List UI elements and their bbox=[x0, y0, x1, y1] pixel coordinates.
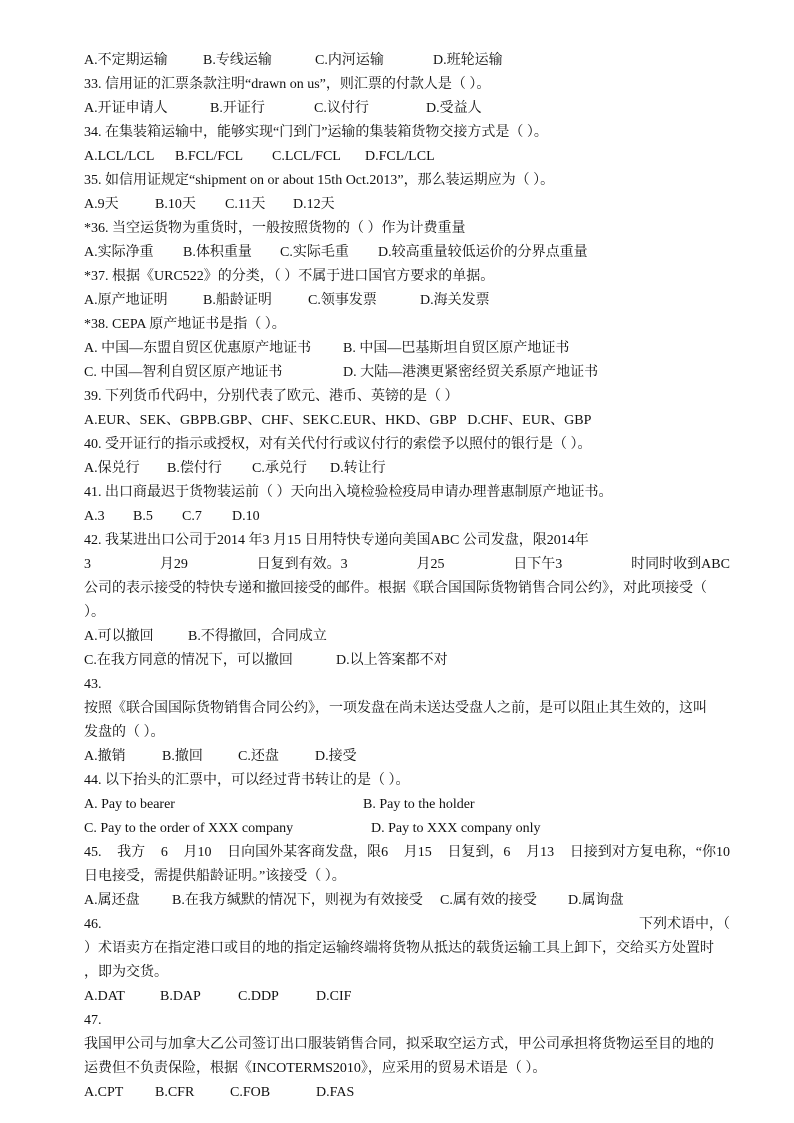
q36-option-a: A.实际净重 bbox=[84, 245, 154, 260]
q41-stem: 41. 出口商最迟于货物装运前（ ）天向出入境检验检疫局申请办理普惠制原产地证书。 bbox=[84, 485, 613, 500]
q42-stem-part: 日复到有效。3 bbox=[256, 557, 348, 572]
q34-option-a: A.LCL/LCL bbox=[84, 149, 155, 164]
q42-stem-line2 bbox=[84, 553, 730, 577]
q38-option-c: C. 中国—智利自贸区原产地证书 bbox=[84, 365, 283, 380]
q46-stem-part: 下列术语中，（ bbox=[639, 917, 730, 932]
q44-option-a: A. Pay to bearer bbox=[84, 797, 175, 812]
q36-options bbox=[84, 241, 794, 265]
q42-stem-line1: 42. 我某进出口公司于2014 年3 月15 日用特快专递向美国ABC 公司发盘，限2014年 bbox=[84, 533, 589, 548]
q36-option-b: B.体积重量 bbox=[183, 245, 252, 260]
q39-option-b: B.GBP、CHF、SEK bbox=[207, 413, 330, 428]
q35-option-d: D.12天 bbox=[293, 197, 335, 212]
q34-options bbox=[84, 145, 794, 169]
q44-options-row2 bbox=[84, 817, 794, 841]
q38-option-a: A. 中国—东盟自贸区优惠原产地证书 bbox=[84, 341, 312, 356]
q33-option-d: D.受益人 bbox=[426, 101, 482, 116]
q42-option-d: D.以上答案都不对 bbox=[336, 653, 448, 668]
q40-stem: 40. 受开证行的指示或授权，对有关代付行或议付行的索偿予以照付的银行是（ ）。 bbox=[84, 437, 592, 452]
q46-options bbox=[84, 985, 794, 1009]
q45-stem-part: 月15 bbox=[403, 845, 432, 860]
q32-option-d: D.班轮运输 bbox=[433, 53, 503, 68]
q44-option-b: B. Pay to the holder bbox=[363, 797, 475, 812]
q46-stem-line2: ）术语卖方在指定港口或目的地的指定运输终端将货物从抵达的载货运输工具上卸下，交给买方处置时 bbox=[84, 941, 714, 956]
q40-option-d: D.转让行 bbox=[330, 461, 386, 476]
q47-option-b: B.CFR bbox=[155, 1085, 195, 1100]
q45-stem-part: 6 bbox=[160, 845, 168, 860]
q43-stem-line1: 按照《联合国国际货物销售合同公约》，一项发盘在尚未送达受盘人之前，是可以阻止其生效的，这叫 bbox=[84, 701, 707, 716]
q45-option-a: A.属还盘 bbox=[84, 893, 140, 908]
q42-option-c: C.在我方同意的情况下，可以撤回 bbox=[84, 653, 293, 668]
q46-option-d: D.CIF bbox=[316, 989, 352, 1004]
q36-option-c: C.实际毛重 bbox=[280, 245, 349, 260]
q32-option-a: A.不定期运输 bbox=[84, 53, 168, 68]
q37-option-a: A.原产地证明 bbox=[84, 293, 168, 308]
q41-option-c: C.7 bbox=[182, 509, 202, 524]
q43-option-d: D.接受 bbox=[315, 749, 357, 764]
q41-options bbox=[84, 505, 794, 529]
q39-stem: 39. 下列货币代码中，分别代表了欧元、港币、英镑的是（ ） bbox=[84, 389, 459, 404]
q37-option-c: C.领事发票 bbox=[308, 293, 377, 308]
q32-option-b: B.专线运输 bbox=[203, 53, 272, 68]
q33-option-a: A.开证申请人 bbox=[84, 101, 168, 116]
q45-stem-line1 bbox=[84, 841, 730, 865]
q47-number: 47. bbox=[84, 1013, 102, 1028]
q42-option-b: B.不得撤回，合同成立 bbox=[188, 629, 327, 644]
q46-option-b: B.DAP bbox=[160, 989, 201, 1004]
q47-option-c: C.FOB bbox=[230, 1085, 271, 1100]
q40-option-a: A.保兑行 bbox=[84, 461, 140, 476]
q45-stem-part: 45. bbox=[84, 845, 102, 860]
q42-stem-part: 3 bbox=[84, 557, 91, 572]
q45-option-d: D.属询盘 bbox=[568, 893, 624, 908]
q42-stem-part: 时同时收到ABC bbox=[631, 557, 730, 572]
q41-option-a: A.3 bbox=[84, 509, 105, 524]
q43-option-b: B.撤回 bbox=[162, 749, 203, 764]
q46-stem-line1 bbox=[84, 913, 730, 937]
q42-stem-part: 日下午3 bbox=[513, 557, 563, 572]
q35-option-a: A.9天 bbox=[84, 197, 119, 212]
q38-stem: *38. CEPA 原产地证书是指（ ）。 bbox=[84, 317, 286, 332]
q40-option-b: B.偿付行 bbox=[167, 461, 222, 476]
q39-option-d: D.CHF、EUR、GBP bbox=[467, 413, 592, 428]
q34-option-b: B.FCL/FCL bbox=[175, 149, 244, 164]
q45-stem-part: 日复到，6 bbox=[447, 845, 511, 860]
q37-option-b: B.船龄证明 bbox=[203, 293, 272, 308]
q40-option-c: C.承兑行 bbox=[252, 461, 307, 476]
q47-option-d: D.FAS bbox=[316, 1085, 355, 1100]
q39-option-c: C.EUR、HKD、GBP bbox=[330, 413, 457, 428]
q46-option-a: A.DAT bbox=[84, 989, 125, 1004]
q38-option-d: D. 大陆—港澳更紧密经贸关系原产地证书 bbox=[343, 365, 599, 380]
q38-option-b: B. 中国—巴基斯坦自贸区原产地证书 bbox=[343, 341, 570, 356]
q37-options bbox=[84, 289, 794, 313]
q45-option-c: C.属有效的接受 bbox=[440, 893, 537, 908]
q45-stem-part: 我方 bbox=[117, 845, 146, 860]
q42-stem-line4: ）。 bbox=[84, 605, 105, 620]
q43-number: 43. bbox=[84, 677, 102, 692]
q41-option-b: B.5 bbox=[133, 509, 153, 524]
q43-stem-line2: 发盘的（ ）。 bbox=[84, 725, 165, 740]
q46-stem-line3: ，即为交货。 bbox=[84, 965, 168, 980]
q46-option-c: C.DDP bbox=[238, 989, 279, 1004]
q45-stem-part: 月13 bbox=[526, 845, 555, 860]
q47-option-a: A.CPT bbox=[84, 1085, 124, 1100]
q37-stem: *37. 根据《URC522》的分类，（ ）不属于进口国官方要求的单据。 bbox=[84, 269, 495, 284]
q42-options-row1 bbox=[84, 625, 794, 649]
q46-stem-part: 46. bbox=[84, 917, 102, 932]
q47-stem-line1: 我国甲公司与加拿大乙公司签订出口服装销售合同，拟采取空运方式，甲公司承担将货物运至目的地的 bbox=[84, 1037, 714, 1052]
q33-stem: 33. 信用证的汇票条款注明“drawn on us”，则汇票的付款人是（ ）。 bbox=[84, 77, 491, 92]
q34-stem: 34. 在集装箱运输中，能够实现“门到门”运输的集装箱货物交接方式是（ ）。 bbox=[84, 125, 548, 140]
q45-stem-part: 日接到对方复电称，“你10 bbox=[569, 845, 730, 860]
q42-stem-line3: 公司的表示接受的特快专递和撤回接受的邮件。根据《联合国国际货物销售合同公约》，对此项接受（ bbox=[84, 581, 707, 596]
q47-stem-line2: 运费但不负责保险，根据《INCOTERMS2010》，应采用的贸易术语是（ ）。 bbox=[84, 1061, 547, 1076]
q45-stem-part: 日向国外某客商发盘，限6 bbox=[227, 845, 389, 860]
q35-option-b: B.10天 bbox=[155, 197, 196, 212]
q45-option-b: B.在我方缄默的情况下，则视为有效接受 bbox=[172, 893, 423, 908]
q45-stem-line2: 日电接受，需提供船龄证明。”该接受（ ）。 bbox=[84, 869, 346, 884]
q44-option-d: D. Pay to XXX company only bbox=[371, 821, 541, 836]
q35-stem: 35. 如信用证规定“shipment on or about 15th Oct.2013”，那么装运期应为（ ）。 bbox=[84, 173, 555, 188]
q43-option-c: C.还盘 bbox=[238, 749, 279, 764]
q32-options bbox=[84, 49, 794, 73]
q38-options-row1 bbox=[84, 337, 794, 361]
q42-options-row2 bbox=[84, 649, 794, 673]
q42-option-a: A.可以撤回 bbox=[84, 629, 154, 644]
q45-stem-part: 月10 bbox=[183, 845, 212, 860]
q45-options bbox=[84, 889, 794, 913]
q43-options bbox=[84, 745, 794, 769]
q44-options-row1 bbox=[84, 793, 794, 817]
q32-option-c: C.内河运输 bbox=[315, 53, 384, 68]
q41-option-d: D.10 bbox=[232, 509, 260, 524]
q47-options bbox=[84, 1081, 794, 1105]
q42-stem-part: 月29 bbox=[159, 557, 188, 572]
q33-option-b: B.开证行 bbox=[210, 101, 265, 116]
q43-option-a: A.撤销 bbox=[84, 749, 126, 764]
q44-option-c: C. Pay to the order of XXX company bbox=[84, 821, 294, 836]
q33-options bbox=[84, 97, 794, 121]
q44-stem: 44. 以下抬头的汇票中，可以经过背书转让的是（ ）。 bbox=[84, 773, 410, 788]
q39-option-a: A.EUR、SEK、GBP bbox=[84, 413, 208, 428]
q35-option-c: C.11天 bbox=[225, 197, 266, 212]
q42-stem-part: 月25 bbox=[416, 557, 445, 572]
q33-option-c: C.议付行 bbox=[314, 101, 369, 116]
q35-options bbox=[84, 193, 794, 217]
q37-option-d: D.海关发票 bbox=[420, 293, 490, 308]
q34-option-d: D.FCL/LCL bbox=[365, 149, 435, 164]
q40-options bbox=[84, 457, 794, 481]
q34-option-c: C.LCL/FCL bbox=[272, 149, 341, 164]
q36-stem: *36. 当空运货物为重货时，一般按照货物的（ ）作为计费重量 bbox=[84, 221, 466, 236]
q36-option-d: D.较高重量较低运价的分界点重量 bbox=[378, 245, 588, 260]
q39-options bbox=[84, 409, 794, 433]
q38-options-row2 bbox=[84, 361, 794, 385]
